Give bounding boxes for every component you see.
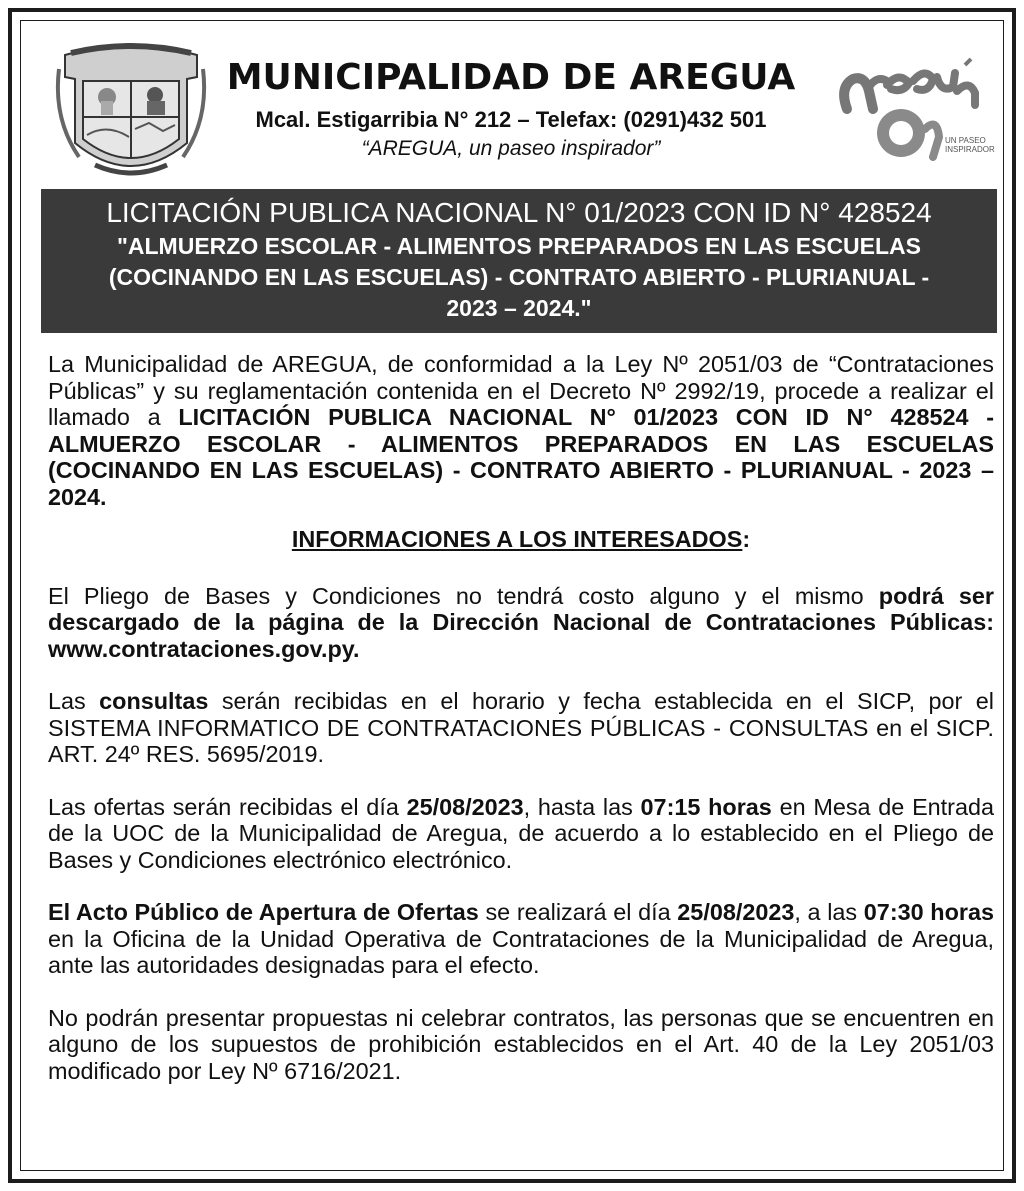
apertura-post: en la Oficina de la Unidad Operativa de Contrataciones de la Municipalidad de Aregua, ante las autoridades designadas para el efecto. <box>48 925 994 978</box>
aregua-logo-icon <box>829 57 995 167</box>
intro-paragraph <box>48 351 994 510</box>
pliego-paragraph <box>48 583 994 663</box>
municipality-slogan: “AREGUA, un paseo inspirador” <box>361 137 661 160</box>
tender-title: LICITACIÓN PUBLICA NACIONAL N° 01/2023 CON ID N° 428524 <box>106 197 932 228</box>
consultas-bold: consultas <box>99 688 209 714</box>
logo-tagline-line1: UN PASEO <box>945 136 986 145</box>
apertura-mid2: , a las <box>794 899 864 925</box>
ofertas-time: 07:15 horas <box>640 793 772 820</box>
ofertas-paragraph <box>48 794 994 874</box>
ofertas-date: 25/08/2023 <box>406 793 524 820</box>
intro-text: La Municipalidad de AREGUA, de conformidad a la Ley Nº 2051/03 de “Contrataciones Públicas” y su reglamentación contenida en el Decreto Nº 2992/19, procede a realizar el llamado a <box>48 351 994 430</box>
notice-page <box>8 8 1016 1183</box>
apertura-mid: se realizará el día <box>478 899 678 925</box>
municipality-title: MUNICIPALIDAD DE AREGUA <box>226 57 796 98</box>
info-heading-colon: : <box>742 526 751 552</box>
municipality-address: Mcal. Estigarribia N° 212 – Telefax: (0291)432 501 <box>255 107 767 132</box>
info-heading-text: INFORMACIONES A LOS INTERESADOS <box>291 526 743 552</box>
consultas-pre: Las <box>48 688 100 714</box>
apertura-paragraph <box>48 899 994 979</box>
info-heading <box>48 526 994 553</box>
notice-inner-border <box>20 20 1004 1171</box>
tender-subtitle: "ALMUERZO ESCOLAR - ALIMENTOS PREPARADOS EN LAS ESCUELAS (COCINANDO EN LAS ESCUELAS) - CONTRATO ABIERTO - PLURIANUAL - 2023 – 2024." <box>108 233 930 321</box>
apertura-date: 25/08/2023 <box>677 899 795 925</box>
coat-of-arms-icon <box>51 39 211 185</box>
consultas-post: serán recibidas en el horario y fecha establecida en el SICP, por el SISTEMA INFORMATICO DE CONTRATACIONES PÚBLICAS - CONSULTAS en el SICP. ART. 24º RES. 5695/2019. <box>48 688 994 767</box>
ofertas-post: en Mesa de Entrada de la UOC de la Municipalidad de Aregua, de acuerdo a lo establecido en el Pliego de Bases y Condiciones electrónico electrónico. <box>48 793 994 873</box>
prohibicion-paragraph <box>48 1005 994 1085</box>
prohibicion-text: No podrán presentar propuestas ni celebrar contratos, las personas que se encuentren en alguno de los supuestos de prohibición establecidos en el Art. 40 de la Ley 2051/03 modificado por Ley Nº 6716/2021. <box>48 1004 994 1084</box>
apertura-bold: El Acto Público de Apertura de Ofertas <box>48 899 479 925</box>
pliego-bold: podrá ser descargado de la página de la Dirección Nacional de Contrataciones Públicas: www.contrataciones.gov.py. <box>48 582 994 662</box>
consultas-paragraph <box>48 688 994 768</box>
notice-body <box>48 351 994 1084</box>
tender-banner <box>41 189 997 333</box>
intro-bold: LICITACIÓN PUBLICA NACIONAL N° 01/2023 CON ID N° 428524 - ALMUERZO ESCOLAR - ALIMENTOS PREPARADOS EN LAS ESCUELAS (COCINANDO EN LAS ESCUELAS) - CONTRATO ABIERTO - PLURIANUAL - 2023 – 2024. <box>48 404 994 510</box>
apertura-time: 07:30 horas <box>863 899 994 925</box>
ofertas-pre: Las ofertas serán recibidas el día <box>48 793 407 820</box>
header <box>21 21 1003 181</box>
pliego-text: El Pliego de Bases y Condiciones no tendrá costo alguno y el mismo <box>48 582 879 609</box>
logo-tagline-line2: INSPIRADOR <box>945 145 995 154</box>
ofertas-mid: , hasta las <box>523 793 641 820</box>
